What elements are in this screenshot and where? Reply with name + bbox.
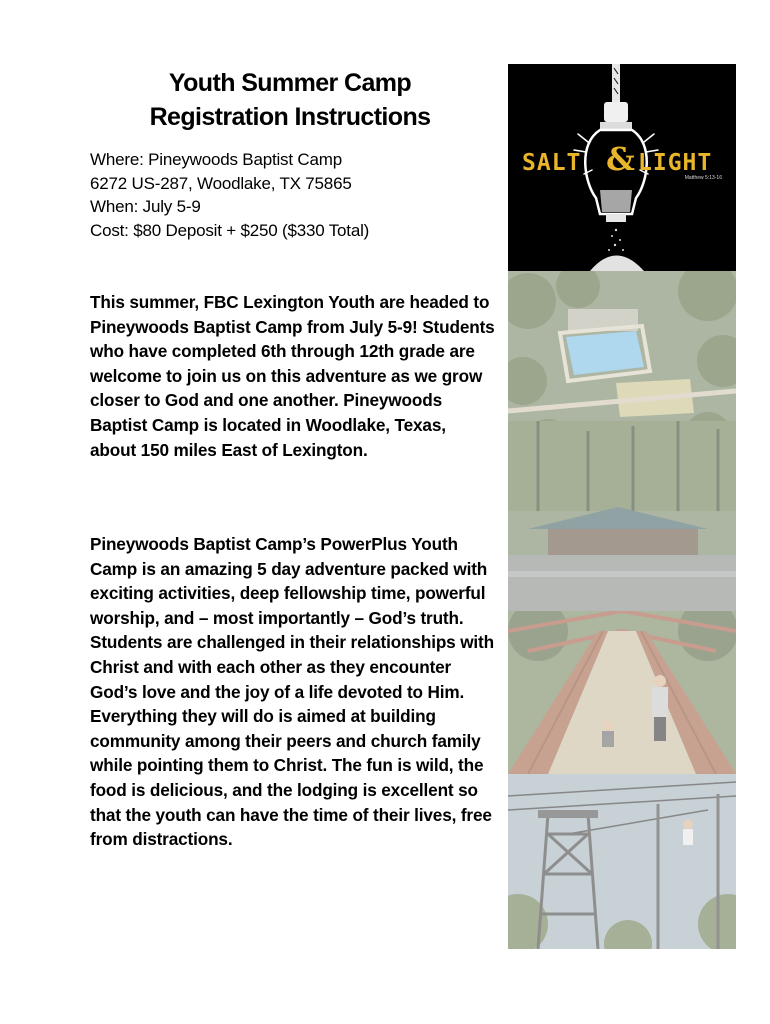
logo-ampersand: & — [606, 140, 635, 178]
intro-paragraph: This summer, FBC Lexington Youth are headed to Pineywoods Baptist Camp from July 5-9! Students who have completed 6th through 12th grade are welcome to join us on this adventure as we grow closer to God and one another. Pineywoods Baptist Camp is located in Woodlake, Texas, about 150 miles East of Lexington. — [90, 292, 495, 460]
logo-scripture-reference: Matthew 5:13-16 — [684, 175, 722, 181]
title-line-1: Youth Summer Camp — [168, 69, 412, 97]
powerplus-paragraph: Pineywoods Baptist Camp’s PowerPlus Youth Camp is an amazing 5 day adventure packed with exciting activities, deep fellowship time, powerful worship, and – most importantly – God’s truth. Students are challenged in their relationships with Christ and with each other as they encounter God’s love and the joy of a life devoted to Him. Everything they will do is aimed at building community among their peers and church family while pointing them to Christ. The fun is wild, the food is delicious, and the lodging is excellent so that the youth can have the time of their lives, free from distractions. — [90, 534, 494, 850]
title-line-2: Registration Instructions — [149, 103, 431, 131]
salt-and-light-logo — [508, 64, 736, 271]
detail-where: Where: Pineywoods Baptist Camp — [90, 150, 342, 169]
detail-when: When: July 5-9 — [90, 197, 201, 216]
page-title — [90, 66, 490, 134]
detail-address: 6272 US-287, Woodlake, TX 75865 — [90, 173, 352, 193]
ropes-course-photo — [508, 774, 736, 949]
camp-aerial-photo — [508, 271, 736, 611]
bridge-photo — [508, 611, 736, 774]
detail-cost: Cost: $80 Deposit + $250 ($330 Total) — [90, 220, 370, 240]
logo-word-salt: SALT — [522, 150, 582, 176]
camp-details — [90, 148, 490, 242]
logo-word-light: LIGHT — [638, 150, 713, 176]
